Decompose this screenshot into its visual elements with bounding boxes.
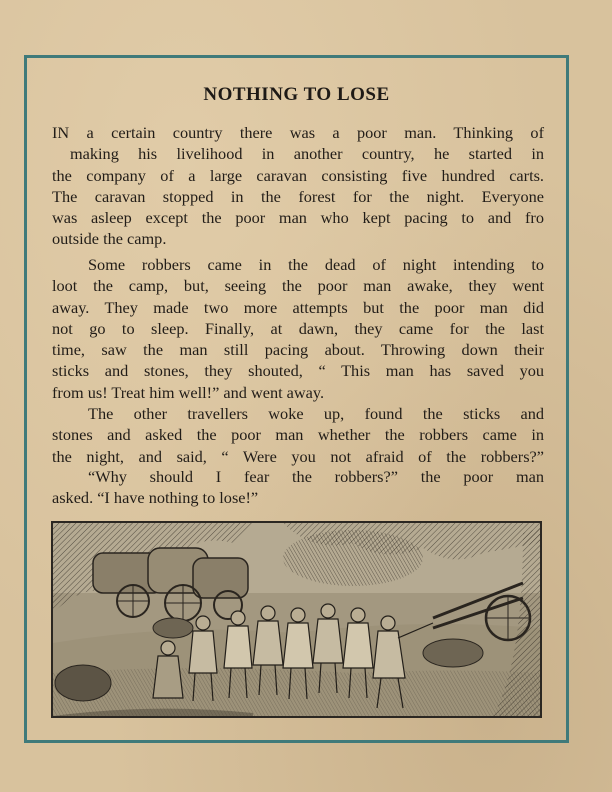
story-title: NOTHING TO LOSE <box>203 84 390 105</box>
paragraph-3 <box>52 403 544 467</box>
text-line: was asleep except the poor man who kept pacing to and fro <box>52 208 544 228</box>
text-line: the company of a large caravan consisting five hundred carts. <box>52 165 544 185</box>
text-line: outside the camp. <box>52 229 167 249</box>
text-line: “Why should I fear the robbers?” the poor man <box>88 467 544 486</box>
text-line: not go to sleep. Finally, at dawn, they came for the last <box>52 318 544 338</box>
text-line: IN a certain country there was a poor man. Thinking of <box>52 123 544 142</box>
text-line: making his livelihood in another country, he started in <box>70 144 544 164</box>
text-line: away. They made two more attempts but the poor man did <box>52 297 544 317</box>
paragraph-1 <box>52 122 544 250</box>
illustration-drawing <box>53 523 540 716</box>
text-line: asked. “I have nothing to lose!” <box>52 488 259 508</box>
paragraph-4 <box>52 466 544 509</box>
text-line: The other travellers woke up, found the sticks and <box>88 404 544 423</box>
caravan-illustration <box>51 521 542 718</box>
text-line: sticks and stones, they shouted, “ This man has saved you <box>52 361 544 381</box>
text-line: Some robbers came in the dead of night intending to <box>88 255 544 274</box>
paragraph-2 <box>52 254 544 403</box>
text-line: stones and asked the poor man whether the robbers came in <box>52 425 544 445</box>
text-line: loot the camp, but, seeing the poor man awake, they went <box>52 276 544 296</box>
text-line: from us! Treat him well!” and went away. <box>52 382 325 402</box>
text-line: the night, and said, “ Were you not afraid of the robbers?” <box>52 446 544 466</box>
text-line: time, saw the man still pacing about. Throwing down their <box>52 340 544 360</box>
text-line: The caravan stopped in the forest for the night. Everyone <box>52 186 544 206</box>
